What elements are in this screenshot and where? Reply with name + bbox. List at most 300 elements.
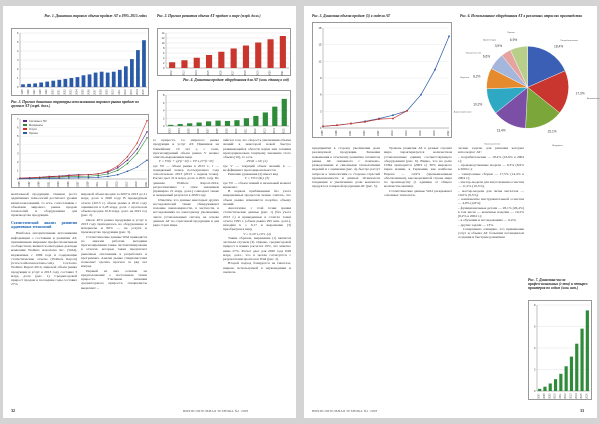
- y-tick-label: 0: [16, 177, 19, 181]
- data-point: [117, 165, 119, 167]
- left-col2-para: Первый из них основан на предположении о постоянном темпе прироста. Учитывая значения среднегодового прироста, специалисты выделяют ...: [81, 268, 147, 290]
- left-page-number: 32: [11, 408, 15, 413]
- x-tick-label: 2012: [254, 128, 257, 134]
- x-tick-label: 2005: [66, 181, 70, 187]
- figure1-chart: [11, 28, 149, 96]
- legend-label: Прочее: [29, 132, 38, 135]
- figure3-chart: [11, 114, 149, 188]
- bar: [178, 124, 183, 126]
- pie-percent-label: 3,9%: [494, 44, 503, 49]
- bar: [76, 77, 80, 87]
- x-tick-label: 2006: [88, 89, 91, 95]
- x-tick-label: 2014: [273, 128, 276, 134]
- formula-4: V = 0,29·1,19^t. (4): [243, 231, 271, 236]
- bar: [136, 50, 140, 87]
- data-point: [97, 173, 99, 175]
- figure5-chart: [312, 22, 452, 138]
- bar: [272, 107, 277, 126]
- left-col2-para: Около 40% рынка продукции и услуг в 2013 году приходилось на оборудование и материалы и 60% — на услуги и производство продукции (рис. 3).: [81, 217, 147, 235]
- bar: [187, 123, 192, 126]
- x-tick-label: 2010: [554, 393, 557, 399]
- pie-category-label: Архитектура: [483, 39, 496, 42]
- bar: [197, 123, 202, 126]
- data-point: [107, 170, 109, 172]
- x-tick-label: 2006: [198, 128, 201, 134]
- x-tick-label: 2013: [105, 181, 109, 187]
- y-tick-label: 18: [318, 26, 322, 30]
- y-tick-label: 2: [163, 62, 165, 65]
- data-point: [127, 156, 129, 158]
- x-tick-label: 1998: [335, 130, 338, 136]
- data-point: [136, 142, 138, 144]
- data-point: [16, 177, 21, 181]
- x-tick-label: 2009: [549, 393, 552, 399]
- x-tick-label: 2016: [419, 130, 422, 136]
- x-tick-label: 2010: [391, 130, 394, 136]
- bar: [124, 66, 128, 87]
- pie-percent-label: 6,9%: [509, 37, 518, 42]
- y-tick-label: 5: [17, 41, 19, 44]
- bar: [63, 79, 67, 87]
- figure7-svg: [529, 301, 593, 401]
- left-col2-para: мировой объем продаж за 2007 и 2013 до 21 млрд. долл. в 2020 году. В предыдущем отчете (2013 г.) объем рынка в 2012 году оценивался в 2,28 млрд. долл. с прогнозом объема продаж 10,8 млрд. долл. на 2021 год (рис. 2).: [81, 192, 147, 218]
- y-tick-label: 10: [161, 42, 165, 45]
- right-col2-para: Совершенно очевидно, что применение услуг и объема АТ большим потенциалом создания и быстрым развитием: [458, 226, 524, 240]
- y-tick-label: 9: [319, 76, 322, 80]
- data-point: [136, 152, 138, 154]
- left-col1-para: ментальной продукции. Оценки роста аддитивных технологий достигают уровня капиталовложений, то есть, сопоставимы с объемами мирового рынка продаж технологий и оборудования для производства продукции.: [11, 192, 77, 218]
- right-col1-para: предприятия в сторону увеличения доли реализуемой продукции. Значения повышения к отчетному развитию сегментов рынка АТ, связанного с поисково-разведочными и сквозными технологиями изделий и с оценками (рис. 4), быстро растут запросы к технологиям со стороны отраслей промышленности и данных. Отмечается тенденция к увеличению доли конечного продукта в товарной продукции АТ (рис. 5).: [312, 146, 380, 189]
- x-tick-label: 2019: [433, 130, 436, 136]
- bar: [118, 70, 122, 87]
- y-tick-label: 4: [163, 109, 165, 113]
- legend-swatch: [23, 128, 27, 130]
- x-tick-label: 2007: [207, 128, 210, 134]
- pie-category-label: Потребительские: [560, 40, 578, 43]
- pie-percent-label: 17,3%: [575, 91, 585, 96]
- x-tick-label: 2005: [188, 128, 191, 134]
- left-col4-para: где V — текущий объем знаний, k — коэффициент пропорциональности.: [223, 163, 291, 172]
- right-col2-item: ческие задачи, для решения которых используют АТ:: [458, 146, 524, 155]
- data-point: [392, 114, 394, 116]
- bar: [225, 121, 230, 126]
- bar: [263, 112, 268, 126]
- x-tick-label: 2010: [235, 128, 238, 134]
- data-point: [58, 177, 60, 179]
- left-col4-para: где V0 — объем знаний в начальный момент времени t.: [223, 180, 291, 189]
- x-tick-label: 2008: [100, 89, 103, 95]
- left-col2-para: Статистические данные WAI приводятся по многим работам, методики прогнозирования также систематизированы в отчетах, которые также предлагают рыночные отклонения в разработках и программах. Анализ рынка специалистами позволяет сделать прогноз за ряд лет вперед.: [81, 234, 147, 269]
- left-col3-para: где V0 — объем рынка в 2013 г., т — порядковый номер последующего года относительно 2013 (2013 = первая точка). Расчет дает 21,9 млрд. долл. в 2021 году. По данным Wohlers Report-2014, ретроспективно с этим значением (примерно 21 млрд. долл.) совпадает также и ожидаемый результат к 2020 году.: [153, 163, 219, 198]
- y-tick-label: 3: [16, 151, 19, 156]
- x-tick-label: 2003: [57, 181, 61, 187]
- bar: [106, 73, 110, 87]
- pie-category-label: Промышленное: [484, 143, 501, 146]
- x-tick-label: 2011: [245, 128, 248, 134]
- figure4-caption: Рис. 4. Динамика продаж оборудования для АТ (млн. единиц в год): [183, 78, 289, 82]
- x-tick-label: 2007: [76, 181, 80, 187]
- data-point: [78, 174, 80, 176]
- data-point: [146, 159, 148, 161]
- x-tick-label: 2003: [169, 128, 172, 134]
- pie-percent-label: 15,1%: [547, 129, 557, 134]
- x-tick-label: 2019: [257, 70, 260, 76]
- y-tick-label: 1: [17, 77, 19, 80]
- formula-3: V = V0·e^(kt), (3): [244, 176, 270, 181]
- left-col3-para: Отметим, что данные некоторых других исследователей также обнаруживают похожие закономерности, в частности, в исследованиях по ежегодному увеличению числа установленных систем, на основе данных АТ по отраслевой продукции и для ряда стран мира.: [153, 197, 219, 227]
- pie-percent-label: 18,4%: [554, 44, 564, 49]
- y-tick-label: 6: [163, 52, 165, 55]
- bar: [234, 120, 239, 126]
- data-point: [406, 110, 408, 112]
- data-point: [350, 123, 352, 125]
- x-tick-label: 2007: [94, 89, 97, 95]
- data-point: [49, 176, 51, 178]
- right-col2-item: – другие задачи — 13%.: [458, 222, 494, 227]
- x-tick-label: 1995: [321, 130, 324, 136]
- pie-percent-label: 10,2%: [473, 102, 483, 107]
- figure5-svg: [313, 23, 453, 139]
- y-tick-label: 4: [163, 57, 165, 60]
- bar: [543, 387, 546, 391]
- data-point: [392, 118, 394, 120]
- bar: [243, 46, 249, 69]
- x-tick-label: 2007: [377, 130, 380, 136]
- data-point: [97, 175, 99, 177]
- bar: [57, 80, 61, 87]
- pie-category-label: Автомобили: [587, 97, 600, 100]
- right-col2-item: – электронные сборки — 17,5% (14,4% в 2004 г.);: [458, 171, 524, 180]
- y-tick-label: 12: [161, 37, 165, 40]
- right-col2-item: – мастер-модели для изготовления оснастки — 11,2% (10,5%);: [458, 180, 524, 189]
- x-tick-label: 2012: [565, 393, 568, 399]
- bar: [231, 49, 237, 69]
- data-point: [146, 120, 148, 122]
- figure1-caption: Рис. 1. Динамика мирового объема продаж АТ в 1995–2015 годах: [44, 14, 147, 18]
- x-tick-label: 2013: [570, 393, 573, 399]
- data-point: [88, 174, 90, 176]
- pie-percent-label: 6,6%: [482, 54, 491, 59]
- x-tick-label: 1995: [18, 181, 21, 187]
- y-tick-label: 8: [163, 47, 165, 50]
- y-tick-label: 15: [318, 42, 322, 47]
- x-tick-label: 2009: [86, 181, 90, 187]
- x-tick-label: 2017: [232, 70, 235, 76]
- right-col1-para: Уровень развития АТ в разных странах мира характеризуется количеством установленных единиц соответствующего оборудования (рис. 6). Видно, что на долю США приходится (2003 г.) 36% мирового парка машин, в Германии, как наиболее Европе — 14,9% (промышленным обеспечением), высокоразвитой стране мира по производству (1 единица от общего количества машин).: [384, 146, 452, 189]
- x-tick-label: 2004: [179, 128, 182, 134]
- left-col3-para: го прироста, т.е. мирового рынка продукции и услуг АТ. Принимая на ближайшие 10 лет q = const, прогнозируемый объем рынка V можно описать выражением вида: [153, 138, 219, 159]
- right-col2-item: – производственные модели — 9,3% (8,9% в 2004 г.);: [458, 163, 524, 172]
- right-col2-item: – функциональные детали — 28,1% (26,4%) в том числе — конечные изделия — 19,2% (8,2% в 2004 г.);: [458, 205, 524, 218]
- y-tick-label: 2: [17, 68, 19, 71]
- bar: [255, 43, 261, 69]
- x-tick-label: 2020: [269, 70, 272, 76]
- bar: [253, 116, 258, 126]
- data-point: [29, 178, 31, 180]
- x-tick-label: 2015: [283, 128, 286, 134]
- x-tick-label: 2011: [118, 89, 121, 95]
- x-tick-label: 2008: [217, 128, 220, 134]
- right-col1-para: Статистические данные WAI раскрывают основные технологи-: [384, 188, 452, 197]
- right-col2-item: – потребительские — 18,4% (16,6% в 2004 г.);: [458, 154, 524, 163]
- data-point: [68, 175, 70, 177]
- bar: [282, 99, 287, 126]
- right-col2-item: – в обучении и исследованиях — 6,4%;: [458, 218, 517, 223]
- data-point: [117, 167, 119, 169]
- y-tick-label: 0: [17, 86, 19, 89]
- data-point: [49, 178, 51, 180]
- bar: [549, 383, 552, 391]
- x-tick-label: 2017: [125, 181, 129, 187]
- data-point: [378, 118, 380, 120]
- x-tick-label: 2021: [145, 181, 148, 187]
- y-tick-label: 3: [17, 59, 19, 62]
- data-point: [97, 176, 99, 178]
- x-tick-label: 2007: [538, 393, 541, 399]
- y-tick-label: 2: [16, 159, 19, 164]
- pie-category-label: Правительство: [465, 52, 482, 55]
- x-tick-label: 2004: [363, 130, 366, 136]
- data-point: [117, 170, 119, 172]
- left-column-2: [81, 192, 147, 402]
- x-tick-label: 2014: [195, 70, 198, 76]
- series-line: [323, 36, 449, 126]
- x-tick-label: 2013: [405, 130, 408, 136]
- bar: [181, 60, 187, 68]
- data-point: [364, 121, 366, 123]
- y-tick-label: 8: [163, 94, 165, 97]
- y-tick-label: 0: [163, 125, 165, 128]
- legend-swatch: [23, 132, 27, 134]
- bar: [570, 357, 573, 391]
- series-line: [323, 111, 407, 127]
- y-tick-label: 4: [17, 50, 19, 53]
- y-tick-label: 1: [16, 168, 19, 173]
- x-tick-label: 2001: [47, 181, 51, 187]
- data-point: [88, 177, 90, 179]
- bar: [45, 82, 49, 87]
- figure7-caption: Рис. 7. Динамика числа профессиональных (слева) и четырех принтеров по годам (млн. шт.): [528, 278, 588, 291]
- right-column-1: [312, 146, 380, 402]
- left-column-4: [223, 138, 291, 402]
- bar: [267, 39, 273, 68]
- bar: [39, 83, 43, 88]
- left-col1-para: Наиболее авторитетными источниками информации о состоянии и развитии АТ, признанными мировым профессиональным сообществом, являются ежегодные доклады компании Wohlers Associates Inc. (WAI), издаваемые с 1996 года и содержащие статистические отчеты (Wohlers Report) (www.wohlersassociates.com). Согласно Wohlers Report-2014, мировой объем рынка продукции и услуг в 2013 году составил 3 млрд. долл. (рис. 1). Среднегодовой прирост продаж в последние годы составил 27%.: [11, 231, 77, 287]
- x-tick-label: 2018: [244, 70, 247, 76]
- data-point: [127, 170, 129, 172]
- y-tick-label: 7: [16, 117, 19, 121]
- left-col4-para: Решение уравнения (2) имеет вид: [228, 172, 279, 176]
- bar: [94, 73, 98, 87]
- x-tick-label: 1997: [27, 181, 31, 187]
- y-tick-label: 6: [17, 32, 19, 35]
- series-line: [20, 121, 147, 178]
- x-tick-label: 2003: [70, 89, 73, 95]
- bar: [21, 84, 25, 87]
- bar: [565, 366, 568, 391]
- bar: [554, 379, 557, 391]
- pie-percent-label: 8,2%: [473, 74, 481, 79]
- x-tick-label: 1995: [22, 89, 25, 95]
- x-tick-label: 2013: [183, 70, 186, 76]
- bar: [168, 125, 173, 126]
- bar: [206, 55, 212, 68]
- bar: [194, 58, 200, 68]
- figure3-caption: Рис. 3. Прогноз динамики структуры использования мирового рынка продаж по группам АТ (млрд. долл.): [11, 100, 140, 109]
- figure4-chart: [157, 90, 291, 134]
- figure2-chart: [157, 28, 291, 76]
- right-column-2: [384, 146, 452, 402]
- bar: [100, 72, 104, 87]
- x-tick-label: 1997: [34, 89, 37, 95]
- bar: [142, 40, 146, 87]
- x-tick-label: 1996: [28, 89, 31, 95]
- data-point: [88, 175, 90, 177]
- x-tick-label: 2016: [586, 393, 589, 399]
- bar: [33, 83, 37, 87]
- pie-category-label: Прочие: [507, 31, 515, 34]
- left-col4-para: Таким образом, выражение (1) является частным случаем (3). Однако, среднегодовой прирост в наших расчетах 19%, что заметно ниже 27%. Расчет дает для 2020 года 9,98 млрд. долл., что в целом согласуется с результатами прогнозов WAI (рис. 2).: [223, 235, 291, 261]
- bar: [280, 36, 286, 68]
- bar: [130, 59, 134, 87]
- y-tick-label: 6: [319, 92, 322, 97]
- series-line: [20, 138, 147, 179]
- data-point: [58, 176, 60, 178]
- bar: [218, 52, 224, 68]
- pie-percent-label: 13,4%: [496, 128, 506, 133]
- right-col2-item: – компоненты инструментальной оснастки — 4,8% (4,8%);: [458, 197, 524, 206]
- x-tick-label: 2012: [124, 89, 127, 95]
- y-tick-label: 0: [319, 126, 322, 130]
- data-point: [336, 124, 338, 126]
- bar: [206, 121, 211, 126]
- x-tick-label: 2010: [112, 89, 115, 95]
- left-column-3: [153, 138, 219, 402]
- formula-2: dV/dt = kV, (2): [246, 159, 268, 164]
- data-point: [448, 36, 450, 38]
- bar: [244, 118, 249, 126]
- legend-label: Услуги: [29, 128, 37, 131]
- legend-swatch: [23, 124, 27, 126]
- data-point: [420, 94, 422, 96]
- x-tick-label: 2015: [208, 70, 211, 76]
- legend-swatch: [23, 120, 27, 122]
- x-tick-label: 2011: [96, 181, 100, 187]
- y-tick-label: 6: [16, 125, 19, 130]
- figure2-caption: Рис. 2. Прогноз развития объема АТ-продаж в мире (млрд. долл.): [157, 14, 261, 18]
- x-tick-label: 2002: [64, 89, 67, 95]
- x-tick-label: 2008: [543, 393, 546, 399]
- x-tick-label: 1998: [40, 89, 43, 95]
- bar: [88, 74, 92, 87]
- data-point: [127, 159, 129, 161]
- x-tick-label: 2000: [52, 89, 55, 95]
- x-tick-label: 2016: [220, 70, 223, 76]
- data-point: [107, 173, 109, 175]
- data-point: [136, 166, 138, 168]
- bar: [586, 310, 589, 391]
- data-point: [434, 69, 436, 71]
- x-tick-label: 2021: [281, 70, 284, 76]
- data-point: [117, 174, 119, 176]
- left-col4-para: Второй подход базируется на гипотезе, широко используемой в науковедении и заключа-: [223, 261, 291, 274]
- data-point: [78, 177, 80, 179]
- bar: [580, 329, 583, 391]
- right-page: [304, 6, 600, 418]
- x-tick-label: 2009: [226, 128, 229, 134]
- right-col2-item: – мастер-модели для литья металлов — 10,0% (9,5%);: [458, 188, 524, 197]
- figure4-svg: [158, 91, 292, 135]
- data-point: [68, 177, 70, 179]
- x-tick-label: 2014: [136, 89, 139, 95]
- left-page: [3, 6, 296, 418]
- data-point: [127, 163, 129, 165]
- y-tick-label: 2: [163, 117, 165, 121]
- figure6-caption: Рис. 6. Использование оборудования АТ в различных отраслях производства: [460, 14, 582, 18]
- y-tick-label: 4: [534, 347, 536, 350]
- bar: [27, 84, 31, 87]
- y-tick-label: 4: [16, 142, 19, 147]
- figure1-svg: [12, 29, 150, 97]
- bar: [575, 344, 578, 391]
- bar: [538, 389, 541, 391]
- bar: [169, 62, 175, 68]
- pie-category-label: Медицина: [552, 144, 563, 147]
- right-page-number: 33: [580, 408, 584, 413]
- figure3-svg: [12, 115, 150, 189]
- pie-category-label: Аэрокосмические: [453, 111, 472, 114]
- bar: [559, 374, 562, 391]
- bar: [112, 72, 116, 87]
- x-tick-label: 2001: [349, 130, 352, 136]
- data-point: [107, 176, 109, 178]
- y-tick-label: 8: [534, 304, 536, 307]
- x-tick-label: 2013: [130, 89, 133, 95]
- x-tick-label: 2004: [76, 89, 79, 95]
- x-tick-label: 2005: [82, 89, 85, 95]
- x-tick-label: 2022: [447, 130, 450, 136]
- x-tick-label: 2012: [171, 70, 174, 76]
- x-tick-label: 1999: [46, 89, 49, 95]
- y-tick-label: 6: [163, 101, 165, 105]
- bar: [70, 78, 74, 87]
- bar: [51, 81, 55, 87]
- x-tick-label: 2011: [559, 393, 562, 399]
- data-point: [146, 137, 148, 139]
- x-tick-label: 2015: [581, 393, 584, 399]
- y-tick-label: 0: [534, 390, 536, 393]
- x-tick-label: 1999: [37, 181, 41, 187]
- figure2-svg: [158, 29, 292, 77]
- x-tick-label: 2014: [575, 393, 578, 399]
- section-heading: Статистический анализ развития аддитивных технологий: [11, 220, 77, 229]
- x-tick-label: 2009: [106, 89, 109, 95]
- x-tick-label: 2019: [135, 181, 139, 187]
- y-tick-label: 6: [534, 325, 536, 329]
- left-col4-para: В первом приближении без учета инерционных процессов можно считать, что объем рынка изменяется подобно объему знаний.: [223, 189, 291, 206]
- y-tick-label: 5: [16, 134, 19, 139]
- bar: [82, 75, 86, 87]
- data-point: [39, 178, 41, 180]
- data-point: [146, 131, 148, 133]
- pie-category-label: Научные: [460, 77, 470, 80]
- left-col4-para: пейся в том, что скорость увеличения объема знаний в некоторой новой быстро развивающейся области науки или техники пропорциональна текущему значению этого объема [10], то есть: [223, 138, 291, 159]
- legend-label: Материалы: [29, 124, 43, 127]
- y-tick-label: 12: [318, 59, 322, 64]
- x-tick-label: 2013: [264, 128, 267, 134]
- x-tick-label: 2001: [58, 89, 61, 95]
- y-tick-label: 0: [163, 67, 165, 70]
